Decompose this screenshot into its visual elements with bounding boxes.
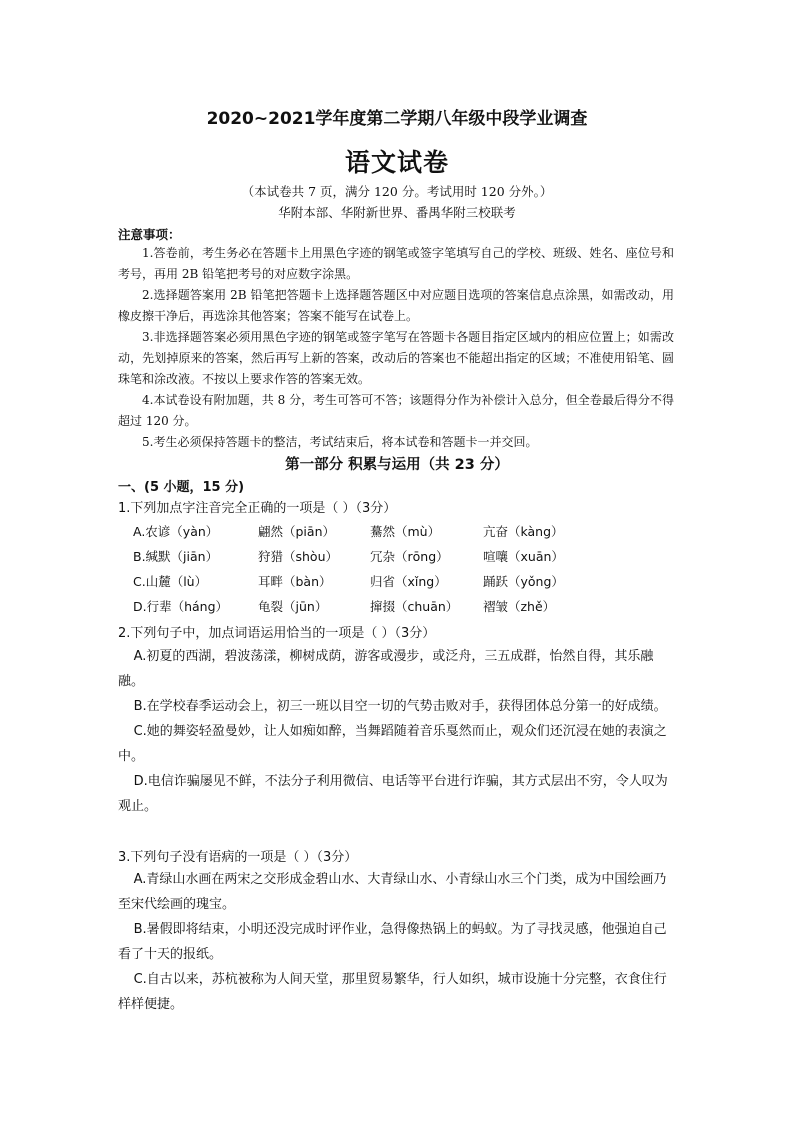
option-cell: 龟裂（jūn） xyxy=(258,599,328,614)
option-cell: 踊跃（yǒng） xyxy=(483,574,564,589)
question-1-stem: 1.下列加点字注音完全正确的一项是（ ）（3分） xyxy=(118,501,397,516)
option-paragraph: A.初夏的西湖，碧波荡漾，柳树成荫，游客或漫步，或泛舟，三五成群，怡然自得，其乐融融。 xyxy=(118,649,654,689)
option-cell: D.行辈（háng） xyxy=(133,599,229,614)
question-2-options xyxy=(118,644,676,819)
part-heading: 第一部分 积累与运用（共 23 分） xyxy=(285,457,509,473)
option-paragraph: C.她的舞姿轻盈曼妙，让人如痴如醉，当舞蹈随着音乐戛然而止，观众们还沉浸在她的表演之中。 xyxy=(118,724,667,764)
option-cell: 归省（xǐng） xyxy=(370,574,447,589)
instruction-item: 2.选择题答案用 2B 铅笔把答题卡上选择题答题区中对应题目选项的答案信息点涂黑，如需改动，用橡皮擦干净后，再选涂其他答案；答案不能写在试卷上。 xyxy=(118,288,674,323)
option-cell: 驀然（mù） xyxy=(370,524,441,539)
instruction-item: 1.答卷前，考生务必在答题卡上用黑色字迹的钢笔或签字笔填写自己的学校、班级、姓名、座位号和考号，再用 2B 铅笔把考号的对应数字涂黑。 xyxy=(118,246,674,281)
instructions-heading: 注意事项： xyxy=(118,227,181,242)
section-heading: 一、(5 小题，15 分) xyxy=(118,480,245,495)
instruction-item: 5.考生必须保持答题卡的整洁，考试结束后，将本试卷和答题卡一并交回。 xyxy=(142,435,538,449)
option-cell: 撺掇（chuān） xyxy=(370,599,459,614)
option-cell: B.缄默（jiān） xyxy=(133,549,219,564)
option-cell: 褶皱（zhě） xyxy=(483,599,556,614)
option-paragraph: B.暑假即将结束，小明还没完成时评作业，急得像热锅上的蚂蚁。为了寻找灵感，他强迫自己看了十天的报纸。 xyxy=(118,922,667,962)
option-cell: 狩猎（shòu） xyxy=(258,549,339,564)
option-paragraph: C.自古以来，苏杭被称为人间天堂，那里贸易繁华，行人如织，城市设施十分完整，衣食住行样样便捷。 xyxy=(118,972,667,1012)
schools-line: 华附本部、华附新世界、番禺华附三校联考 xyxy=(278,205,516,220)
option-cell: 翩然（piān） xyxy=(258,524,335,539)
option-cell: 耳畔（bàn） xyxy=(258,574,332,589)
option-paragraph: B.在学校春季运动会上，初三一班以目空一切的气势击败对手，获得团体总分第一的好成绩。 xyxy=(133,699,667,714)
question-3-stem: 3.下列句子没有语病的一项是（ ）（3分） xyxy=(118,850,358,865)
exam-note: （本试卷共 7 页，满分 120 分。考试用时 120 分外。） xyxy=(241,184,553,199)
option-paragraph: D.电信诈骗屡见不鲜，不法分子利用微信、电话等平台进行诈骗，其方式层出不穷，令人叹为观止。 xyxy=(118,774,668,814)
question-2-stem: 2.下列句子中，加点词语运用恰当的一项是（ ）（3分） xyxy=(118,626,436,641)
question-3-options xyxy=(118,867,676,1017)
instructions-list xyxy=(118,243,674,453)
option-cell: A.农谚（yàn） xyxy=(133,524,219,539)
option-paragraph: A.青绿山水画在两宋之交形成金碧山水、大青绿山水、小青绿山水三个门类，成为中国绘画乃至宋代绘画的瑰宝。 xyxy=(118,872,667,912)
instruction-item: 4.本试卷设有附加题，共 8 分，考生可答可不答；该题得分作为补偿计入总分，但全卷最后得分不得超过 120 分。 xyxy=(118,393,674,428)
option-cell: 冗杂（rōng） xyxy=(370,549,449,564)
subject-title: 语文试卷 xyxy=(344,148,449,177)
option-cell: C.山麓（lù） xyxy=(133,574,208,589)
instruction-item: 3.非选择题答案必须用黑色字迹的钢笔或签字笔写在答题卡各题目指定区域内的相应位置上；如需改动，先划掉原来的答案，然后再写上新的答案，改动后的答案也不能超出指定的区域；不准使用铅笔、圆珠笔和涂改液。不按以上要求作答的答案无效。 xyxy=(118,330,674,386)
exam-title: 2020~2021学年度第二学期八年级中段学业调查 xyxy=(206,109,588,129)
option-cell: 亢奋（kàng） xyxy=(483,524,564,539)
option-cell: 喧嚷（xuān） xyxy=(483,549,564,564)
